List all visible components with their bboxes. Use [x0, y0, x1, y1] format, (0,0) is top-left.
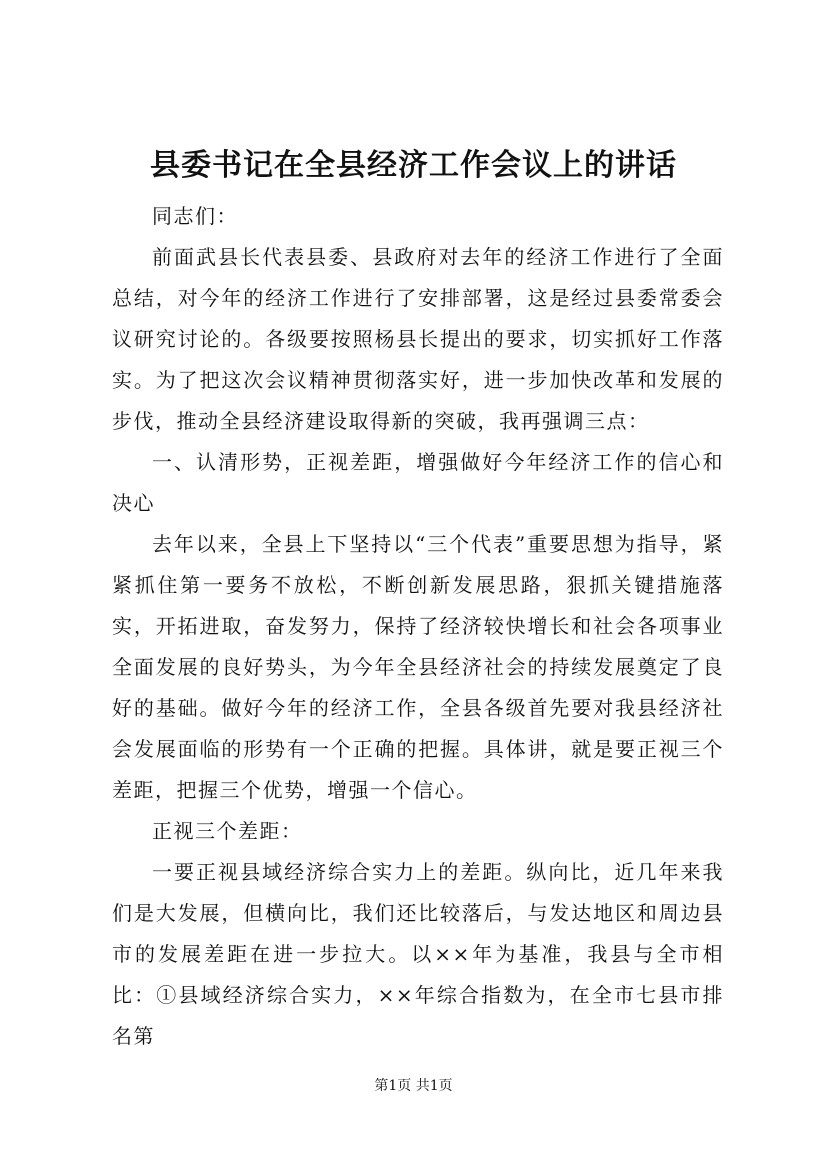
paragraph-intro: 前面武县长代表县委、县政府对去年的经济工作进行了全面总结，对今年的经济工作进行了安排部署，这是经过县委常委会议研究讨论的。各级要按照杨县长提出的要求，切实抓好工作落实。为了把这次会议精神贯彻落实好，进一步加快改革和发展的步伐，推动全县经济建设取得新的突破，我再强调三点： [112, 245, 724, 433]
paragraph-review: 去年以来，全县上下坚持以“三个代表”重要思想为指导，紧紧抓住第一要务不放松，不断创新发展思路，狠抓关键措施落实，开拓进取，奋发努力，保持了经济较快增长和社会各项事业全面发展的良好势头，为今年全县经济社会的持续发展奠定了良好的基础。做好今年的经济工作，全县各级首先要对我县经济社会发展面临的形势有一个正确的把握。具体讲，就是要正视三个差距，把握三个优势，增强一个信心。 [112, 532, 724, 802]
paragraph-salutation: 同志们： [152, 204, 238, 228]
page-footer: 第1页 共1页 [374, 1078, 453, 1094]
paragraph-gap-one: 一要正视县域经济综合实力上的差距。纵向比，近几年来我们是大发展，但横向比，我们还比较落后，与发达地区和周边县市的发展差距在进一步拉大。以××年为基准，我县与全市相比：①县域经济综合实力，××年综合指数为，在全市七县市排名第 [112, 860, 724, 1048]
document-title: 县委书记在全县经济工作会议上的讲话 [150, 148, 677, 183]
paragraph-subheading: 正视三个差距： [152, 819, 303, 843]
paragraph-section-heading: 一、认清形势，正视差距，增强做好今年经济工作的信心和决心 [112, 450, 724, 515]
document-body [112, 196, 724, 1057]
